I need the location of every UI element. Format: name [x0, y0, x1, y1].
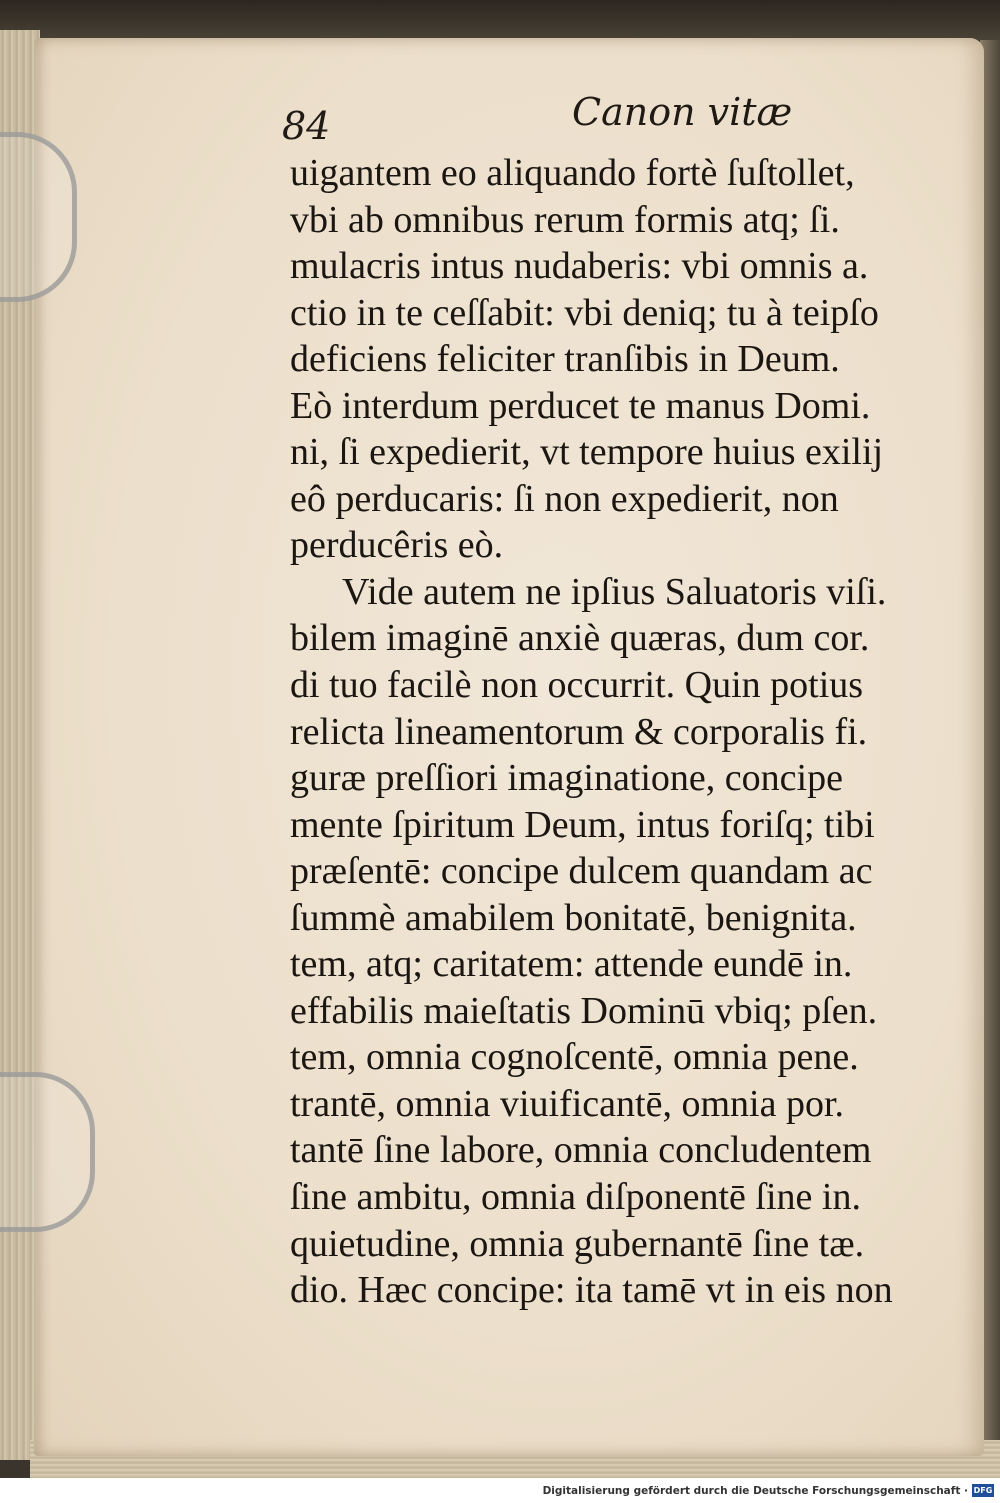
running-title: Canon vitæ: [572, 90, 793, 134]
text-line: ſine ambitu, omnia diſponentē ſine in.: [290, 1176, 861, 1219]
page-clip-top: [0, 132, 77, 302]
text-line: relicta lineamentorum & corporalis fi.: [290, 710, 868, 753]
top-shadow: [0, 0, 1000, 40]
page-number: 84: [282, 104, 331, 148]
footer-bar: [0, 1478, 1000, 1503]
text-line: mente ſpiritum Deum, intus foriſq; tibi: [290, 803, 875, 846]
digitization-credit: Digitalisierung gefördert durch die Deutsche Forschungsgemeinschaft ·: [542, 1485, 968, 1497]
text-line: Eò interdum perducet te manus Domi.: [290, 384, 871, 427]
text-line: tantē ſine labore, omnia concludentem: [290, 1129, 872, 1172]
text-line: ni, ſi expedierit, vt tempore huius exilij: [290, 431, 884, 474]
text-line: uigantem eo aliquando fortè ſuſtollet,: [290, 152, 855, 194]
text-line: quietudine, omnia gubernantē ſine tæ.: [290, 1222, 865, 1265]
text-line: effabilis maieſtatis Dominū vbiq; pſen.: [290, 989, 878, 1032]
text-line: tem, atq; caritatem: attende eundē in.: [290, 943, 853, 986]
dfg-logo: DFG: [973, 1486, 993, 1495]
text-line: eô perducaris: ſi non expedierit, non: [290, 477, 839, 520]
text-line: præſentē: concipe dulcem quandam ac: [290, 850, 873, 893]
text-line: perducêris eò.: [290, 524, 504, 567]
text-line: di tuo facilè non occurrit. Quin potius: [290, 664, 864, 707]
text-line: ctio in te ceſſabit: vbi deniq; tu à teipſo: [290, 291, 879, 334]
text-line: ſummè amabilem bonitatē, benignita.: [290, 896, 857, 939]
text-line: guræ preſſiori imaginatione, concipe: [290, 757, 843, 800]
text-line: trantē, omnia viuificantē, omnia por.: [290, 1082, 845, 1125]
text-line: dio. Hæc concipe: ita tamē vt in eis non: [290, 1269, 893, 1312]
page-header: [282, 90, 972, 150]
text-line: mulacris intus nudaberis: vbi omnis a.: [290, 245, 869, 288]
page-clip-bottom: [0, 1072, 95, 1232]
text-line: deficiens feliciter tranſibis in Deum.: [290, 338, 840, 381]
body-text: [290, 150, 980, 1314]
text-line: Vide autem ne ipſius Saluatoris viſi.: [342, 570, 887, 613]
text-line: vbi ab omnibus rerum formis atq; ſi.: [290, 198, 840, 241]
text-line: tem, omnia cognoſcentē, omnia pene.: [290, 1036, 859, 1079]
text-line: bilem imaginē anxiè quæras, dum cor.: [290, 617, 870, 660]
